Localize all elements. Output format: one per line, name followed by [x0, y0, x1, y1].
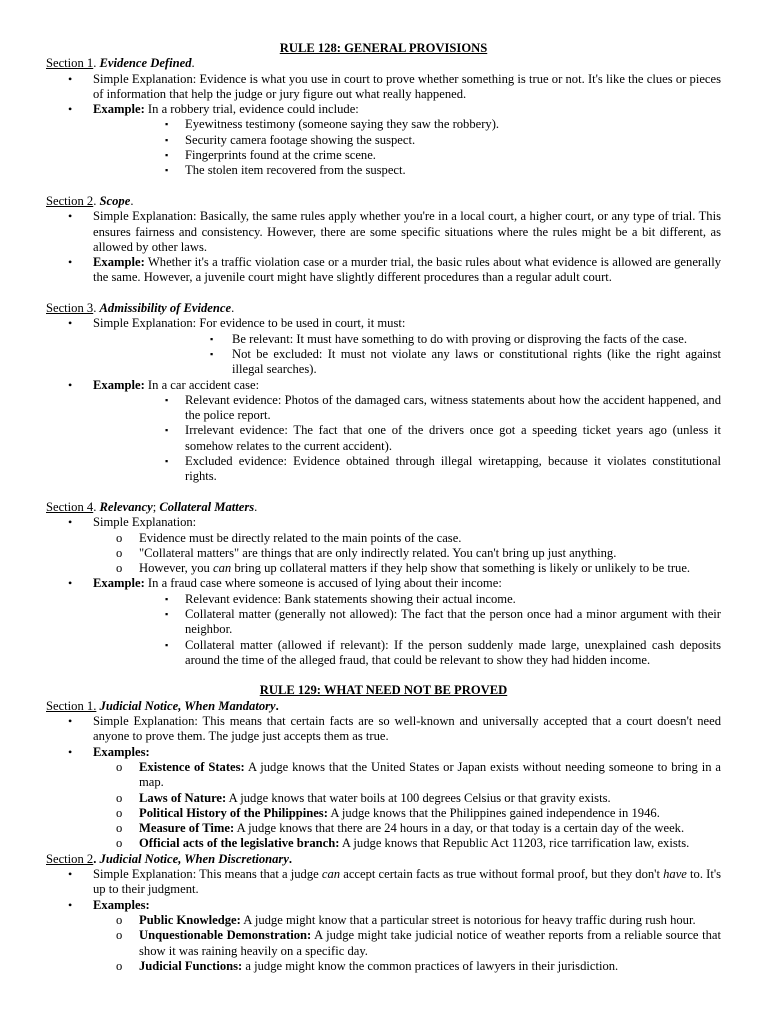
list-item: o Laws of Nature: A judge knows that water boils at 100 degrees Celsius or that gravity exists. — [116, 790, 611, 805]
bullet-icon: • — [68, 515, 73, 530]
circle-bullet-icon: o — [116, 561, 123, 576]
section-number: Section 2 — [46, 193, 94, 208]
section-title: Relevancy — [99, 499, 153, 514]
square-bullet-icon: ▪ — [165, 608, 169, 619]
list-item: o Unquestionable Demonstration: A judge might take judicial notice of weather reports from a reliable source that show it was raining heavily on a specific day. — [116, 928, 721, 958]
list-item: • Simple Explanation: Basically, the same rules apply whether you're in a local court, a higher court, or any type of trial. This ensures fairness and consistency. However, there are some specific situations where the rules might be a bit different, as allowed by other laws. — [68, 209, 721, 254]
list-item: • Simple Explanation: — [68, 515, 197, 530]
list-item: o Official acts of the legislative branch: A judge knows that Republic Act 11203, rice tarrification law, exists. — [116, 836, 690, 851]
circle-bullet-icon: o — [116, 759, 123, 774]
list-item: ▪ The stolen item recovered from the suspect. — [165, 163, 406, 178]
bullet-icon: • — [68, 714, 73, 729]
circle-bullet-icon: o — [116, 821, 123, 836]
section-2-heading: Section 2. Scope. — [46, 193, 134, 208]
bullet-icon: • — [68, 377, 73, 392]
bullet-icon: • — [68, 744, 73, 759]
list-item: o Evidence must be directly related to the main points of the case. — [116, 530, 462, 545]
section-number: Section 1 — [46, 56, 94, 71]
bullet-icon: • — [68, 576, 73, 591]
list-item: ▪ Relevant evidence: Bank statements showing their actual income. — [165, 591, 516, 606]
section-number: Section 3 — [46, 301, 94, 316]
section-number: Section 1. — [46, 698, 97, 713]
square-bullet-icon: ▪ — [165, 165, 169, 176]
section-title: Evidence Defined — [99, 56, 192, 71]
list-item: ▪ Security camera footage showing the suspect. — [165, 132, 416, 147]
list-item: • Example: In a fraud case where someone is accused of lying about their income: — [68, 576, 502, 591]
section-4-heading: Section 4. Relevancy; Collateral Matters. — [46, 499, 258, 514]
section-title: Admissibility of Evidence — [99, 301, 232, 316]
section-number: Section 4 — [46, 499, 94, 514]
list-item: ▪ Collateral matter (generally not allowed): The fact that the person once had a minor argument with their neighbor. — [165, 606, 721, 637]
list-item: o Judicial Functions: a judge might know the common practices of lawyers in their jurisdiction. — [116, 958, 619, 973]
rule-128-title: RULE 128: GENERAL PROVISIONS — [279, 41, 488, 55]
list-item: ▪ Collateral matter (allowed if relevant): If the person suddenly made large, unexplained cash deposits around the time of the alleged fraud, that could be relevant to show they had hidden income. — [165, 637, 721, 667]
section-1-heading: Section 1. Judicial Notice, When Mandatory. — [46, 698, 279, 713]
list-item: • Example: Whether it's a traffic violation case or a murder trial, the basic rules about what evidence is allowed are generally the same. However, a juvenile court might have slightly different procedures than a regular adult court. — [68, 255, 721, 285]
circle-bullet-icon: o — [116, 912, 123, 927]
bullet-icon: • — [68, 255, 73, 270]
square-bullet-icon: ▪ — [165, 593, 169, 604]
list-item: ▪ Be relevant: It must have something to do with proving or disproving the facts of the case. — [210, 331, 688, 346]
list-item: • Simple Explanation: Evidence is what you use in court to prove whether something is true or not. It's like the clues or pieces of information that help the judge or jury figure out what really happened. — [68, 71, 721, 101]
list-item: ▪ Excluded evidence: Evidence obtained through illegal wiretapping, because it violates constitutional rights. — [165, 454, 721, 484]
list-item: • Example: In a car accident case: — [68, 377, 260, 392]
bullet-icon: • — [68, 209, 73, 224]
square-bullet-icon: ▪ — [165, 456, 169, 467]
list-item: o Public Knowledge: A judge might know that a particular street is notorious for heavy traffic during rush hour. — [116, 912, 696, 927]
square-bullet-icon: ▪ — [165, 134, 169, 145]
section-3-heading: Section 3. Admissibility of Evidence. — [46, 301, 235, 316]
list-item: ▪ Not be excluded: It must not violate any laws or constitutional rights (like the right against illegal searches). — [210, 346, 721, 377]
bullet-icon: • — [68, 316, 73, 331]
section-number: Section 2 — [46, 851, 94, 866]
square-bullet-icon: ▪ — [165, 639, 169, 650]
rule-129-title: RULE 129: WHAT NEED NOT BE PROVED — [259, 683, 508, 698]
list-item: ▪ Relevant evidence: Photos of the damaged cars, witness statements about how the accident happened, and the police report. — [165, 392, 721, 423]
circle-bullet-icon: o — [116, 836, 123, 851]
section-title: Collateral Matters — [159, 499, 255, 514]
list-item: ▪ Fingerprints found at the crime scene. — [165, 148, 376, 163]
list-item: o "Collateral matters" are things that are only indirectly related. You can't bring up just anything. — [116, 545, 617, 560]
section-1-heading: Section 1. Evidence Defined. — [46, 56, 195, 71]
bullet-icon: • — [68, 897, 73, 912]
list-item: o However, you can bring up collateral matters if they help show that something is likely or unlikely to be true. — [116, 561, 691, 576]
section-2-heading: Section 2. Judicial Notice, When Discretionary. — [46, 851, 293, 866]
square-bullet-icon: ▪ — [165, 119, 169, 130]
bullet-icon: • — [68, 867, 73, 882]
list-item: • Example: In a robbery trial, evidence could include: — [68, 102, 359, 117]
list-item: o Existence of States: A judge knows that the United States or Japan exists without needing someone to bring in a map. — [116, 759, 721, 790]
list-item: ▪ Eyewitness testimony (someone saying they saw the robbery). — [165, 117, 500, 132]
list-item: • Examples: — [68, 897, 150, 912]
square-bullet-icon: ▪ — [210, 333, 214, 344]
circle-bullet-icon: o — [116, 805, 123, 820]
section-title: Judicial Notice, When Mandatory — [99, 698, 276, 713]
list-item: • Simple Explanation: This means that certain facts are so well-known and universally accepted that a court doesn't need anyone to prove them. The judge just accepts them as true. — [68, 714, 721, 744]
list-item: o Political History of the Philippines: A judge knows that the Philippines gained independence in 1946. — [116, 805, 660, 820]
list-item: • Simple Explanation: This means that a judge can accept certain facts as true without formal proof, but they don't have to. It's up to their judgment. — [68, 867, 722, 897]
circle-bullet-icon: o — [116, 958, 123, 973]
square-bullet-icon: ▪ — [165, 425, 169, 436]
circle-bullet-icon: o — [116, 530, 123, 545]
list-item: ▪ Irrelevant evidence: The fact that one of the drivers once got a speeding ticket years ago (unless it somehow relates to the current accident). — [165, 423, 721, 453]
section-title: Scope — [99, 193, 131, 208]
circle-bullet-icon: o — [116, 928, 123, 943]
square-bullet-icon: ▪ — [165, 394, 169, 405]
bullet-icon: • — [68, 102, 73, 117]
square-bullet-icon: ▪ — [165, 150, 169, 161]
circle-bullet-icon: o — [116, 545, 123, 560]
list-item: • Examples: — [68, 744, 150, 759]
list-item: o Measure of Time: A judge knows that there are 24 hours in a day, or that today is a certain day of the week. — [116, 821, 685, 836]
list-item: • Simple Explanation: For evidence to be used in court, it must: — [68, 316, 406, 331]
square-bullet-icon: ▪ — [210, 348, 214, 359]
section-title: Judicial Notice, When Discretionary — [99, 851, 289, 866]
circle-bullet-icon: o — [116, 790, 123, 805]
bullet-icon: • — [68, 71, 73, 86]
